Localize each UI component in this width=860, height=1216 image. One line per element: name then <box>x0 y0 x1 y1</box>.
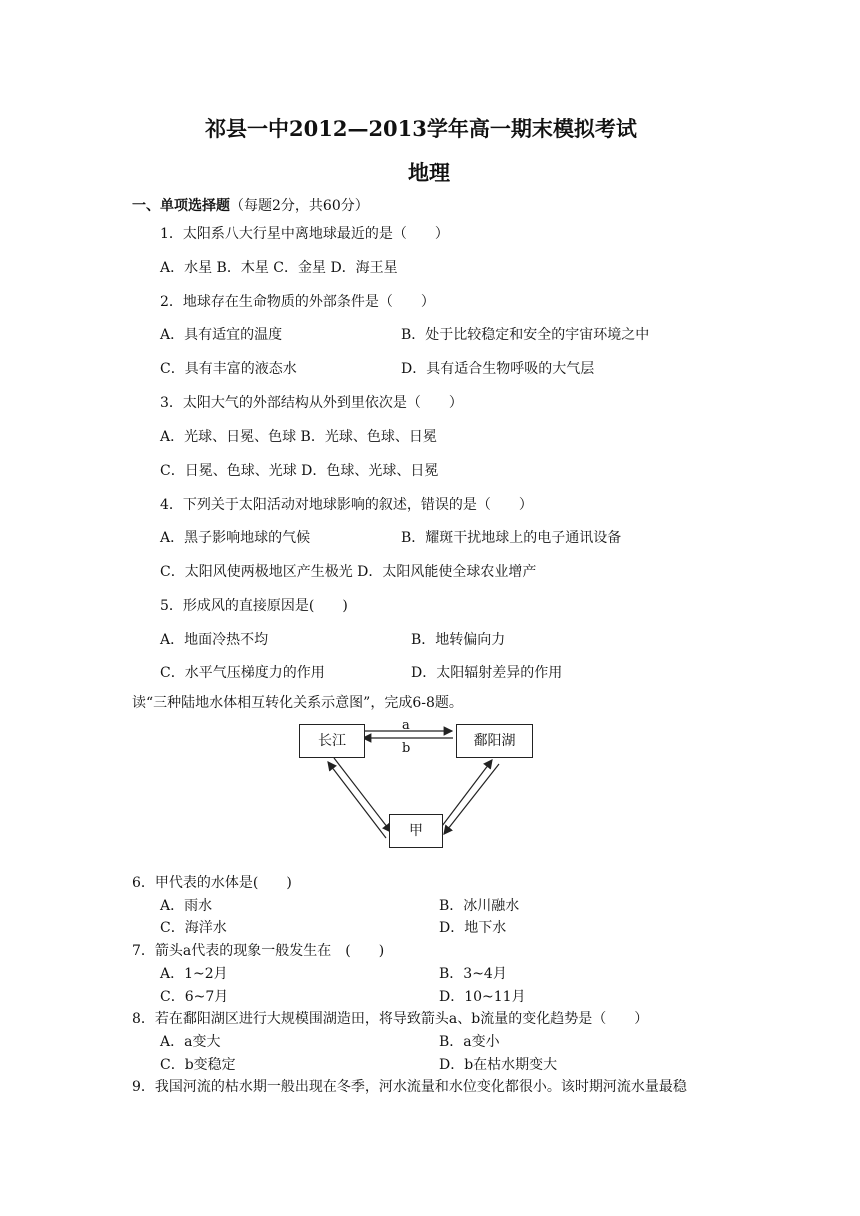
arrow-jia-to-poyanghu <box>439 760 492 830</box>
section-heading <box>132 197 369 215</box>
question-3-stem: 3．太阳大气的外部结构从外到里依次是（ ） <box>160 395 463 411</box>
question-4-options-cd: C．太阳风使两极地区产生极光 D．太阳风能使全球农业增产 <box>160 564 537 580</box>
question-3-options-line-2: C．日冕、色球、光球 D．色球、光球、日冕 <box>160 463 439 479</box>
question-8-option-d: D．b在枯水期变大 <box>439 1057 558 1073</box>
question-9-stem: 9．我国河流的枯水期一般出现在冬季，河水流量和水位变化都很小。该时期河流水量最稳 <box>132 1079 687 1095</box>
question-8-option-b: B．a变小 <box>439 1034 500 1050</box>
question-8-option-c: C．b变稳定 <box>160 1057 236 1073</box>
question-5-option-d: D．太阳辐射差异的作用 <box>411 665 563 681</box>
question-6-option-b: B．冰川融水 <box>439 898 520 914</box>
question-5-option-a: A．地面冷热不均 <box>160 632 269 648</box>
question-2-option-b: B．处于比较稳定和安全的宇宙环境之中 <box>401 327 650 343</box>
water-conversion-diagram <box>296 718 536 850</box>
question-5-option-b: B．地转偏向力 <box>411 632 506 648</box>
exam-title: 祁县一中2012—2013学年高一期末模拟考试 <box>205 116 637 141</box>
question-7-option-a: A．1~2月 <box>160 966 228 982</box>
question-6-option-d: D．地下水 <box>439 920 507 936</box>
question-8-option-a: A．a变大 <box>160 1034 221 1050</box>
question-7-option-b: B．3~4月 <box>439 966 507 982</box>
arrow-jia-to-changjiang <box>328 762 386 838</box>
node-jia: 甲 <box>389 814 443 848</box>
arrow-changjiang-to-jia <box>334 758 391 832</box>
question-7-option-d: D．10~11月 <box>439 989 526 1005</box>
section-heading-note: （每题2分，共60分） <box>230 198 369 214</box>
question-2-stem: 2．地球存在生命物质的外部条件是（ ） <box>160 294 435 310</box>
section-heading-label: 一、单项选择题 <box>132 198 230 214</box>
arrow-a-label: a <box>402 718 410 733</box>
node-changjiang: 长江 <box>299 724 365 758</box>
question-7-stem: 7．箭头a代表的现象一般发生在 ( ) <box>132 943 385 959</box>
question-6-option-a: A．雨水 <box>160 898 213 914</box>
question-2-option-a: A．具有适宜的温度 <box>160 327 283 343</box>
question-3-options-line-1: A．光球、日冕、色球 B．光球、色球、日冕 <box>160 429 437 445</box>
question-2-option-d: D．具有适合生物呼吸的大气层 <box>401 361 595 377</box>
question-5-stem: 5．形成风的直接原因是( ) <box>160 598 348 614</box>
subject-title: 地理 <box>408 160 450 185</box>
question-1-options: A．水星 B．木星 C．金星 D．海王星 <box>160 260 398 276</box>
question-4-stem: 4．下列关于太阳活动对地球影响的叙述，错误的是（ ） <box>160 497 533 513</box>
question-6-stem: 6．甲代表的水体是( ) <box>132 875 292 891</box>
question-4-option-b: B．耀斑干扰地球上的电子通讯设备 <box>401 530 622 546</box>
question-6-option-c: C．海洋水 <box>160 920 227 936</box>
question-1-stem: 1．太阳系八大行星中离地球最近的是（ ） <box>160 226 449 242</box>
question-7-option-c: C．6~7月 <box>160 989 229 1005</box>
reading-prompt: 读“三种陆地水体相互转化关系示意图”，完成6-8题。 <box>132 695 463 711</box>
question-4-option-a: A．黑子影响地球的气候 <box>160 530 311 546</box>
question-8-stem: 8．若在鄱阳湖区进行大规模围湖造田，将导致箭头a、b流量的变化趋势是（ ） <box>132 1011 649 1027</box>
question-5-option-c: C．水平气压梯度力的作用 <box>160 665 325 681</box>
arrow-b-label: b <box>402 741 411 756</box>
arrow-poyanghu-to-jia <box>444 764 499 834</box>
node-poyanghu: 鄱阳湖 <box>456 724 533 758</box>
question-2-option-c: C．具有丰富的液态水 <box>160 361 297 377</box>
